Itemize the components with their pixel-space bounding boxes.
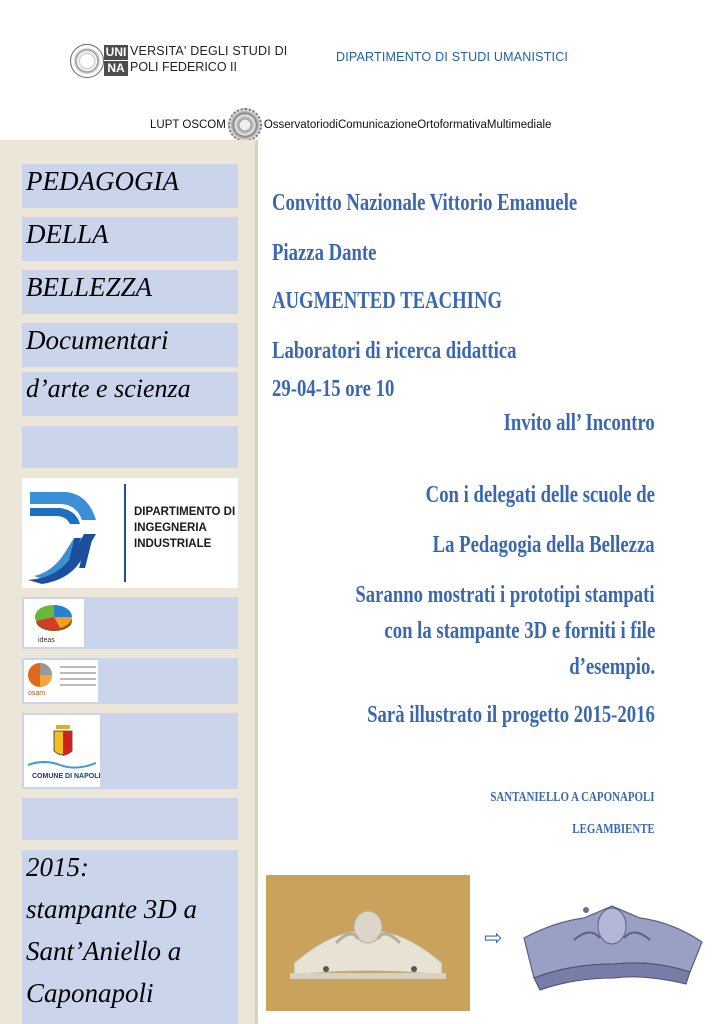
labs-text: Laboratori di ricerca didattica xyxy=(272,338,517,364)
invite-text: Invito all’ Incontro xyxy=(503,410,655,436)
bottom-title-box xyxy=(22,850,238,1024)
osam-text-line xyxy=(60,672,96,674)
delegates-text: Con i delegati delle scuole de xyxy=(425,482,655,508)
comune-caption: COMUNE DI NAPOLI xyxy=(32,773,101,780)
napoli-crest-icon xyxy=(24,715,100,771)
title-line: PEDAGOGIA xyxy=(26,166,179,196)
arrow-right-icon: ⇨ xyxy=(484,926,503,951)
pie-chart-icon xyxy=(24,599,84,639)
comune-di-napoli-logo xyxy=(24,715,100,787)
title-line: DELLA xyxy=(26,219,109,249)
university-name-line-2: POLI FEDERICO II xyxy=(130,60,237,74)
osam-logo xyxy=(24,660,98,702)
sculpture-relief-image xyxy=(266,875,470,1011)
3d-model-render-image xyxy=(514,888,710,1008)
dii-line: INGEGNERIA xyxy=(134,522,207,534)
prototypes-line-3: d’esempio. xyxy=(569,654,655,680)
oscom-full-name: OsservatoriodiComunicazioneOrtoformativaMultimediale xyxy=(263,119,552,131)
venue-text: Convitto Nazionale Vittorio Emanuele xyxy=(272,190,578,216)
title-box-della xyxy=(22,217,238,261)
title-line: Documentari xyxy=(26,325,169,355)
title-line: BELLEZZA xyxy=(26,272,153,302)
dii-line: INDUSTRIALE xyxy=(134,538,212,550)
dii-line: DIPARTIMENTO DI xyxy=(134,506,236,518)
empty-box xyxy=(22,426,238,468)
osam-text-line xyxy=(60,678,96,680)
dii-logo-separator xyxy=(124,484,126,582)
title-box-documentari xyxy=(22,323,238,367)
datetime-text: 29-04-15 ore 10 xyxy=(272,376,395,402)
oscom-emblem-icon xyxy=(228,108,262,142)
bottom-line: stampante 3D a xyxy=(26,894,197,924)
bottom-line: Caponapoli xyxy=(26,978,154,1008)
comune-logo-box xyxy=(22,713,238,789)
university-box-na: NA xyxy=(104,61,128,76)
title-box-arte-scienza xyxy=(22,372,238,416)
illustrated-text: Sarà illustrato il progetto 2015-2016 xyxy=(367,702,655,728)
sculpture-photo xyxy=(266,875,470,1011)
osam-caption: osam xyxy=(28,690,46,697)
lupt-oscom-line xyxy=(150,108,551,142)
osam-text-line xyxy=(60,684,96,686)
osam-text-line xyxy=(60,666,96,668)
university-name-line-1: VERSITA' DEGLI STUDI DI xyxy=(130,44,288,58)
title-box-bellezza xyxy=(22,270,238,314)
lupt-label: LUPT OSCOM xyxy=(150,119,226,131)
osam-pie-icon xyxy=(24,660,58,690)
university-box-uni: UNI xyxy=(105,45,127,59)
department-header: DIPARTIMENTO DI STUDI UMANISTICI xyxy=(336,50,569,64)
dii-logo-box xyxy=(22,478,238,588)
osam-logo-box xyxy=(22,658,238,704)
university-logo xyxy=(70,44,288,78)
prototypes-line-1: Saranno mostrati i prototipi stampati xyxy=(355,582,655,608)
partner-legambiente: LEGAMBIENTE xyxy=(572,822,655,837)
dii-logo-icon xyxy=(26,484,116,584)
square-text: Piazza Dante xyxy=(272,240,377,266)
partner-santaniello: SANTANIELLO A CAPONAPOLI xyxy=(490,790,655,805)
bottom-line: Sant’Aniello a xyxy=(26,936,182,966)
sidebar-divider xyxy=(255,140,258,1024)
bottom-line: 2015: xyxy=(26,852,89,882)
title-line: d’arte e scienza xyxy=(26,374,191,403)
university-seal-icon xyxy=(70,44,104,78)
ideas-logo-box xyxy=(22,597,238,649)
university-initials xyxy=(104,45,128,77)
prototypes-line-2: con la stampante 3D e forniti i file xyxy=(384,618,655,644)
dii-logo-text xyxy=(134,504,235,552)
ideas-logo xyxy=(24,599,84,647)
project-name-text: La Pedagogia della Bellezza xyxy=(432,532,655,558)
empty-box xyxy=(22,798,238,840)
title-box-pedagogia xyxy=(22,164,238,208)
ideas-caption: ideas xyxy=(38,637,55,644)
program-text: AUGMENTED TEACHING xyxy=(272,288,503,314)
